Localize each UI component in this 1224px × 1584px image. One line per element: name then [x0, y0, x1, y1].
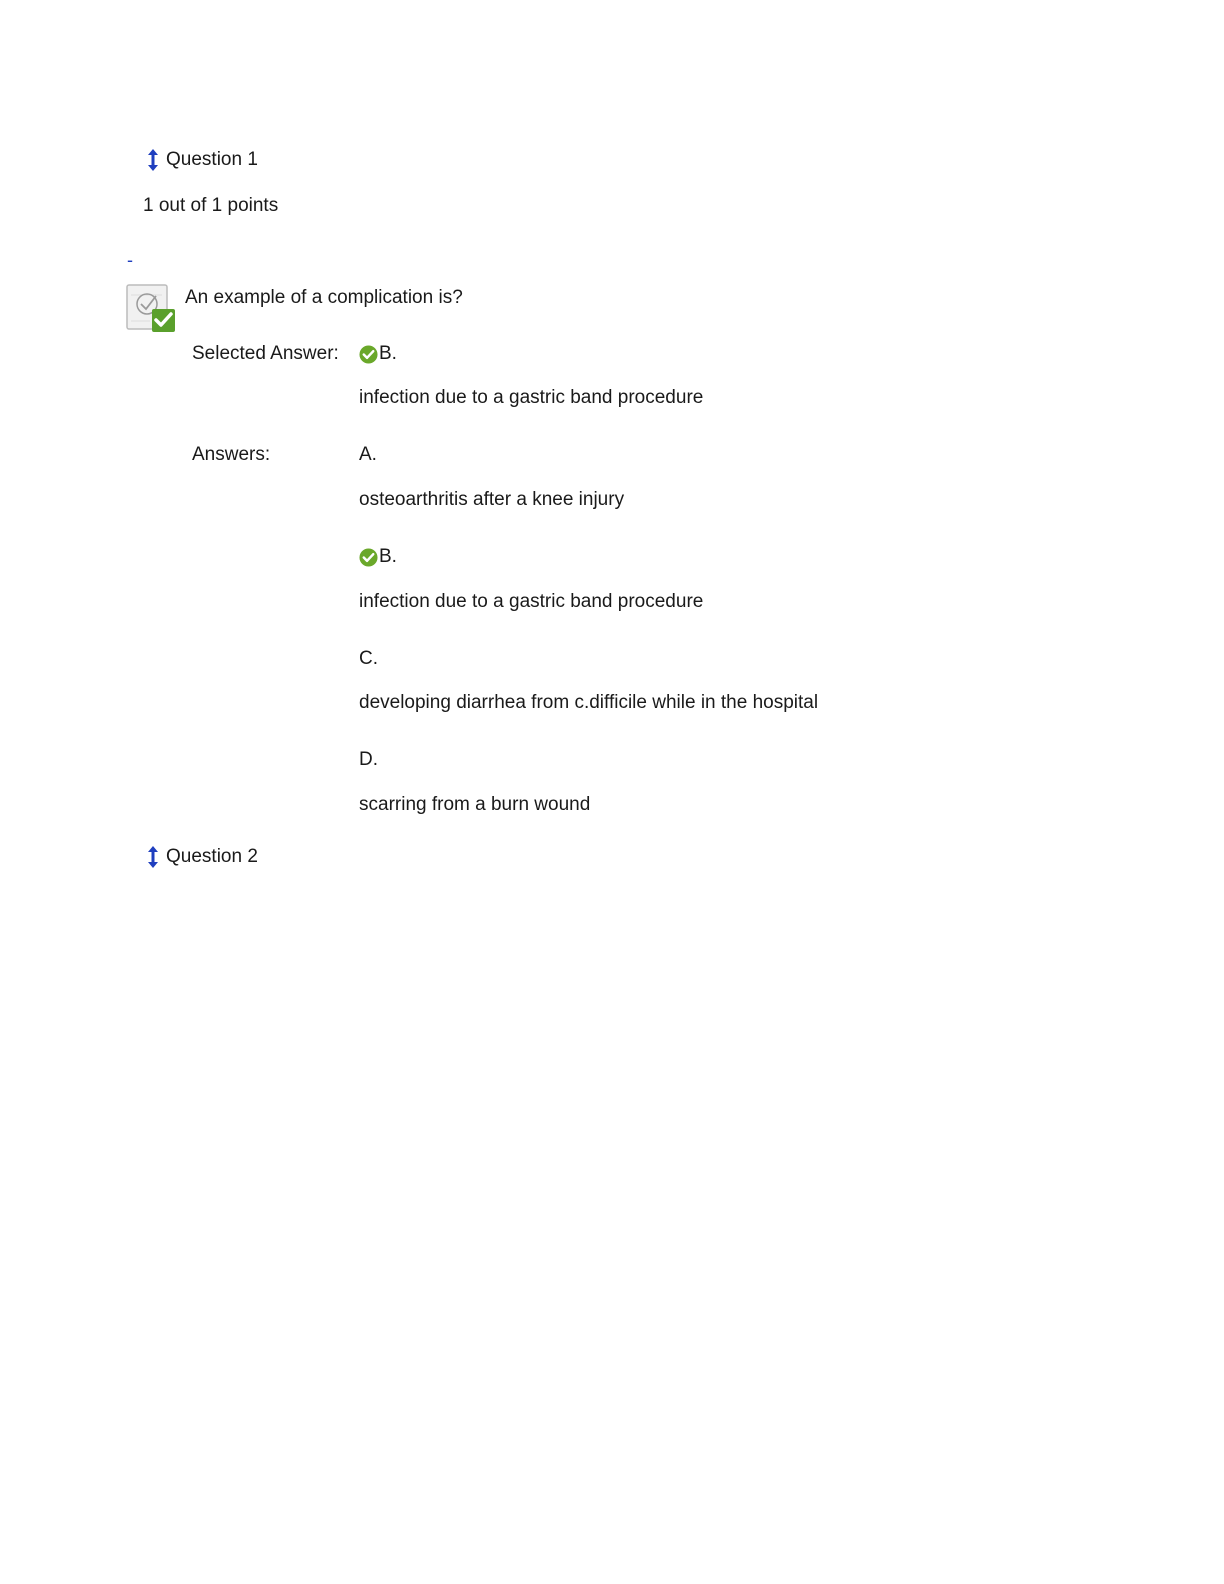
answers-label: Answers:	[192, 444, 271, 465]
question-1-dash-link[interactable]: -	[127, 250, 133, 270]
green-check-icon	[359, 345, 378, 364]
answer-c-text: developing diarrhea from c.difficile while in the hospital	[359, 692, 819, 713]
question-1-title: Question 1	[166, 149, 258, 170]
answer-c-letter: C.	[359, 648, 378, 669]
answer-d-letter: D.	[359, 749, 378, 770]
selected-answer-label: Selected Answer:	[192, 343, 339, 364]
correct-status-icon	[126, 283, 176, 333]
selected-answer-letter-text: B.	[379, 343, 397, 364]
question-2-header	[146, 845, 258, 869]
selected-answer-text: infection due to a gastric band procedure	[359, 387, 704, 408]
answer-b-text: infection due to a gastric band procedure	[359, 591, 704, 612]
answer-a-letter: A.	[359, 444, 377, 465]
question-1-score: 1 out of 1 points	[143, 195, 279, 216]
up-down-arrow-icon[interactable]	[146, 845, 160, 869]
answer-b-letter-text: B.	[379, 546, 397, 567]
question-2-title: Question 2	[166, 846, 258, 867]
answer-a-text: osteoarthritis after a knee injury	[359, 489, 625, 510]
green-check-icon	[359, 548, 378, 567]
answer-d-text: scarring from a burn wound	[359, 794, 591, 815]
question-1-header	[146, 148, 258, 172]
answer-b-letter	[359, 546, 397, 568]
up-down-arrow-icon[interactable]	[146, 148, 160, 172]
selected-answer-letter	[359, 343, 397, 365]
question-1-text: An example of a complication is?	[185, 287, 463, 308]
